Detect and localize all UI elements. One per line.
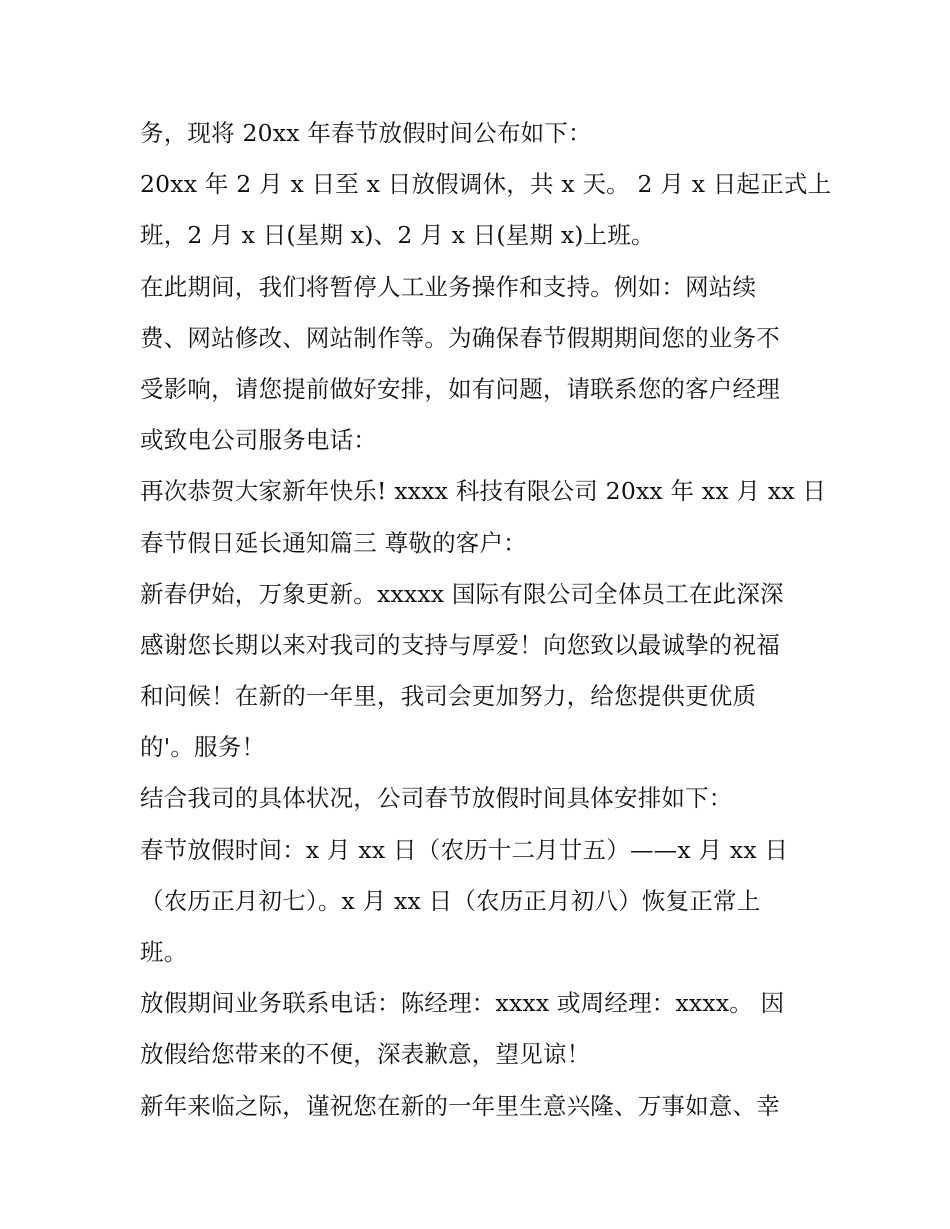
text-line: 再次恭贺大家新年快乐! xxxx 科技有限公司 20xx 年 xx 月 xx 日	[140, 477, 827, 506]
text-line: 或致电公司服务电话：	[140, 426, 377, 455]
text-line: 的'。服务！	[140, 733, 266, 762]
text-line: 新年来临之际，谨祝您在新的一年里生意兴隆、万事如意、幸	[140, 1091, 780, 1120]
text-line: 班，2 月 x 日(星期 x)、2 月 x 日(星期 x)上班。	[140, 221, 655, 250]
text-line: 务，现将 20xx 年春节放假时间公布如下：	[140, 119, 592, 147]
text-line: 在此期间，我们将暂停人工业务操作和支持。例如：网站续	[140, 272, 757, 301]
text-line: 结合我司的具体状况，公司春节放假时间具体安排如下：	[140, 784, 733, 813]
text-line: （农历正月初七）。x 月 xx 日（农历正月初八）恢复正常上	[140, 886, 761, 915]
text-line: 感谢您长期以来对我司的支持与厚爱！向您致以最诚挚的祝福	[140, 630, 780, 659]
text-line: 受影响，请您提前做好安排，如有问题，请联系您的客户经理	[140, 374, 780, 403]
text-line: 春节假日延长通知篇三 尊敬的客户：	[140, 528, 527, 557]
text-line: 20xx 年 2 月 x 日至 x 日放假调休，共 x 天。 2 月 x 日起正式上	[140, 170, 832, 199]
text-line: 春节放假时间：x 月 xx 日（农历十二月廿五）——x 月 xx 日	[140, 835, 789, 864]
text-line: 放假给您带来的不便，深表歉意，望见谅！	[140, 1040, 591, 1069]
text-line: 和问候！在新的一年里，我司会更加努力，给您提供更优质	[140, 682, 757, 711]
text-line: 放假期间业务联系电话：陈经理：xxxx 或周经理：xxxx。 因	[140, 989, 785, 1018]
document-body	[140, 108, 832, 1132]
text-line: 费、网站修改、网站制作等。为确保春节假期期间您的业务不	[140, 323, 780, 352]
text-line: 班。	[140, 938, 188, 966]
text-line: 新春伊始，万象更新。xxxxx 国际有限公司全体员工在此深深	[140, 579, 784, 608]
